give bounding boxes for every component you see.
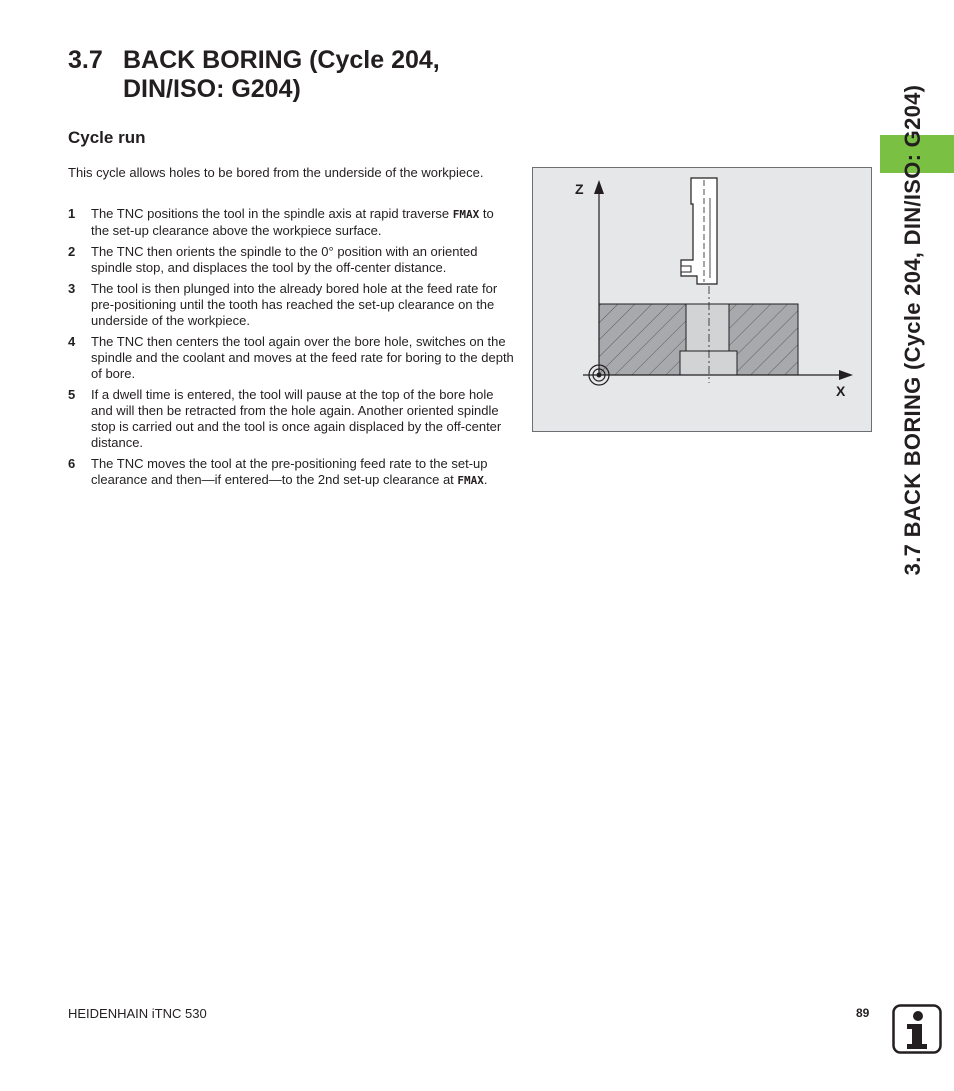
step-text: The TNC then orients the spindle to the 0° position with an oriented spindle stop, and displaces the tool by the off-center distance.: [91, 244, 478, 275]
back-boring-figure: [532, 167, 872, 432]
list-item: [68, 456, 514, 489]
title-line-1: BACK BORING (Cycle 204,: [123, 46, 440, 74]
step-text-tail: .: [483, 472, 488, 487]
page-number: 89: [856, 1006, 870, 1020]
steps-list: [68, 206, 514, 494]
list-item: [68, 244, 514, 276]
axis-label-x: X: [836, 383, 846, 399]
step-text: The tool is then plunged into the already bored hole at the feed rate for pre-positioning until the tooth has reached the set-up clearance on the underside of the workpiece.: [91, 281, 498, 328]
step-text: The TNC positions the tool in the spindle axis at rapid traverse: [91, 206, 453, 221]
list-item: [68, 281, 514, 329]
bore-hole: [686, 304, 729, 352]
info-icon: [892, 1004, 942, 1054]
step-number: 1: [68, 206, 76, 221]
page-title: [68, 46, 440, 104]
section-number: 3.7: [68, 46, 103, 74]
step-code: FMAX: [452, 208, 480, 221]
list-item: [68, 387, 514, 451]
side-running-title: 3.7 BACK BORING (Cycle 204, DIN/ISO: G204): [900, 84, 925, 576]
tool-tooth: [681, 266, 691, 272]
step-number: 4: [68, 334, 76, 349]
step-text: The TNC moves the tool at the pre-positioning feed rate to the set-up clearance and then—if entered—to the 2nd set-up clearance at: [91, 456, 488, 487]
step-number: 3: [68, 281, 76, 296]
step-text: If a dwell time is entered, the tool will pause at the top of the bore hole and will then be retracted from the hole again. Another oriented spindle stop is carried out and the tool is once again displaced by the off-center distance.: [91, 387, 502, 450]
list-item: [68, 206, 514, 239]
title-line-2: DIN/ISO: G204): [123, 75, 301, 103]
list-item: [68, 334, 514, 382]
footer-product: HEIDENHAIN iTNC 530: [68, 1006, 207, 1021]
counter-bore: [680, 351, 737, 375]
step-number: 5: [68, 387, 76, 402]
step-text: The TNC then centers the tool again over the bore hole, switches on the spindle and the coolant and moves at the feed rate for boring to the depth of bore.: [91, 334, 514, 381]
intro-paragraph: This cycle allows holes to be bored from the underside of the workpiece.: [68, 165, 484, 180]
step-number: 6: [68, 456, 76, 471]
axis-label-z: Z: [575, 181, 584, 197]
figure-drawing: [533, 168, 871, 431]
step-code: FMAX: [457, 474, 484, 487]
step-number: 2: [68, 244, 76, 259]
step-text-tail: to the set-up clearance above the workpiece surface.: [91, 206, 494, 238]
section-subtitle: Cycle run: [68, 128, 146, 147]
